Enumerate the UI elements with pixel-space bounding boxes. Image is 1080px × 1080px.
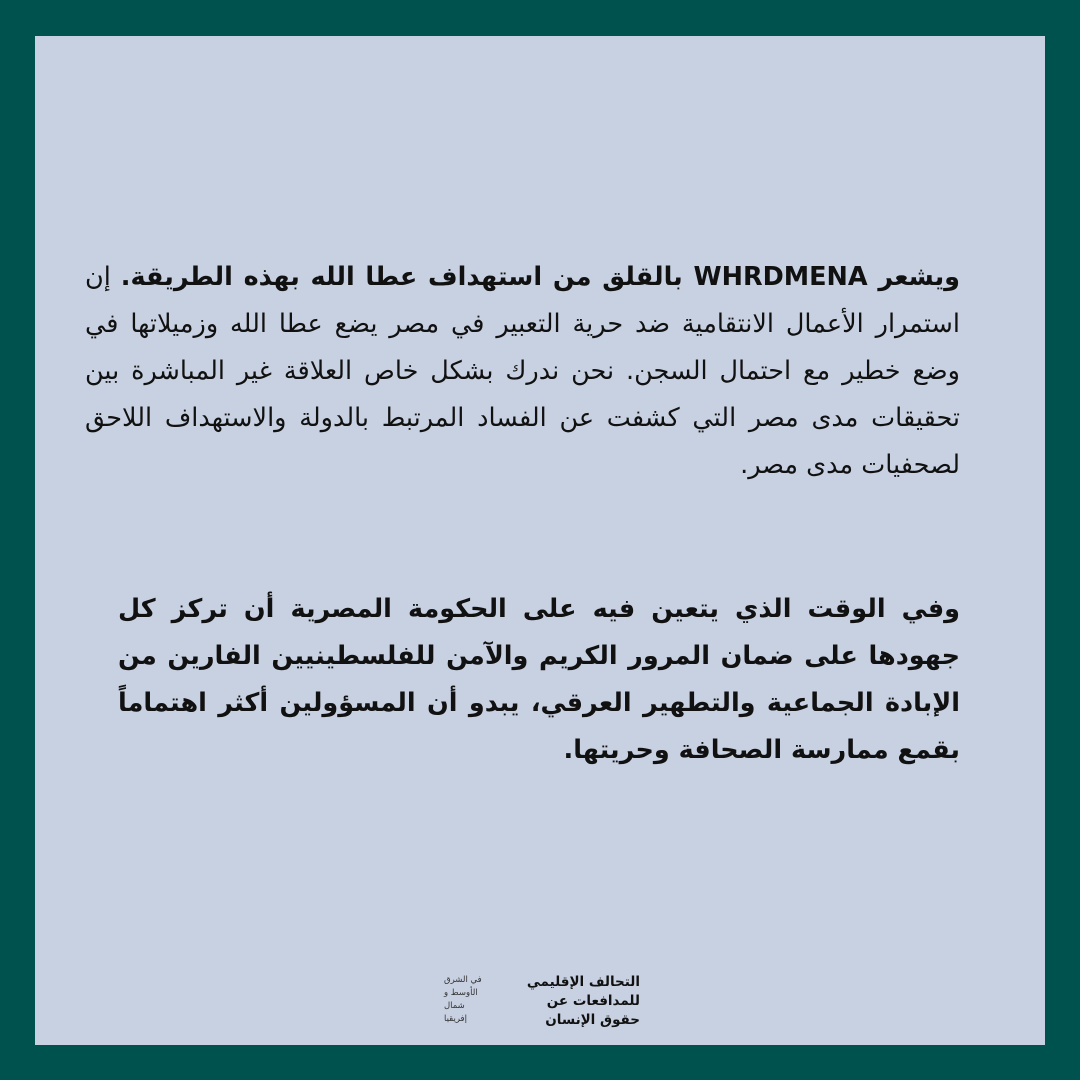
content-card	[35, 36, 1045, 1045]
paragraph-2: وفي الوقت الذي يتعين فيه على الحكومة المصرية أن تركز كل جهودها على ضمان المرور الكريم والآمن للفلسطينيين الفارين من الإبادة الجماعية والتطهير العرقي، يبدو أن المسؤولين أكثر اهتماماً بقمع ممارسة الصحافة وحريتها.	[118, 594, 960, 765]
logo-sub-3: شمال	[444, 1001, 465, 1011]
paragraph-1-body: إن استمرار الأعمال الانتقامية ضد حرية التعبير في مصر يضع عطا الله وزميلاتها في وضع خطير مع احتمال السجن. نحن ندرك بشكل خاص العلاقة غير المباشرة بين تحقيقات مدى مصر التي كشفت عن الفساد المرتبط بالدولة والاستهداف اللاحق لصحفيات مدى مصر.	[85, 262, 960, 480]
paragraph-1-lead: ويشعر WHRDMENA بالقلق من استهداف عطا الله بهذه الطريقة.	[120, 262, 960, 292]
paragraph-1	[85, 254, 960, 489]
logo-sub-4: إفريقيا	[444, 1014, 467, 1024]
logo-sub-1: في الشرق	[444, 975, 482, 985]
logo-line-2: للمدافعات عن	[546, 993, 640, 1009]
coalition-logo	[444, 973, 640, 1033]
logo-sub-2: الأوسط و	[444, 988, 478, 998]
logo-line-1: التحالف الإقليمي	[526, 974, 640, 990]
logo-line-3: حقوق الإنسان	[545, 1012, 640, 1028]
